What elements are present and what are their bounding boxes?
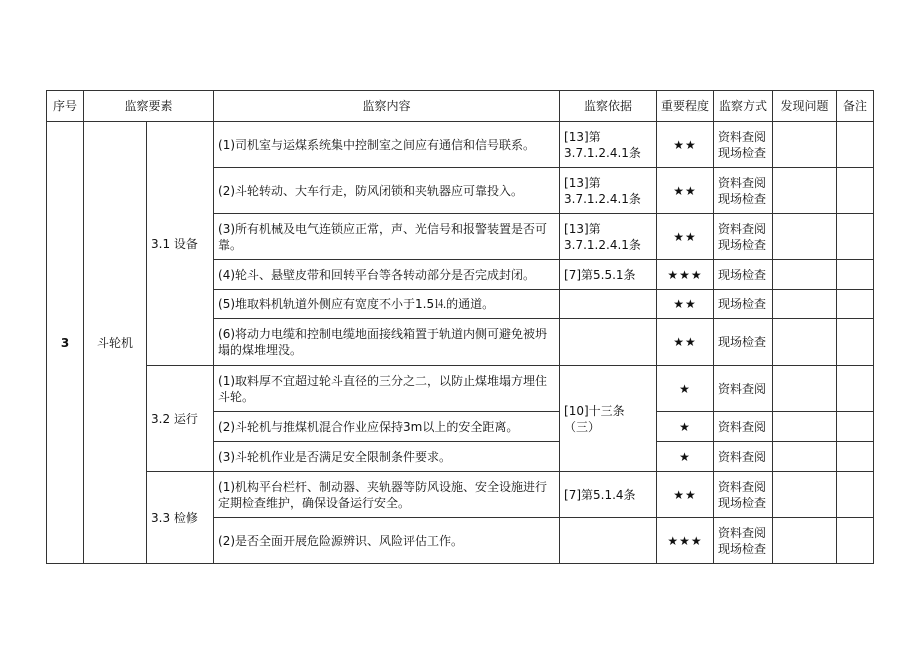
- group-name: 3.2 运行: [147, 366, 214, 472]
- remarks-cell: [837, 214, 874, 260]
- method-cell: 资料查阅: [714, 366, 773, 412]
- table-row: [47, 366, 874, 412]
- remarks-cell: [837, 122, 874, 168]
- content-cell: (2)斗轮转动、大车行走，防风闭锁和夹轨器应可靠投入。: [214, 168, 560, 214]
- basis-cell: [13]第3.7.1.2.4.1条: [560, 122, 657, 168]
- header-level: 重要程度: [657, 91, 714, 122]
- basis-cell: [560, 319, 657, 366]
- level-cell: ★★: [657, 122, 714, 168]
- issues-cell: [773, 214, 837, 260]
- level-cell: ★★: [657, 472, 714, 518]
- method-cell: 资料查阅现场检查: [714, 214, 773, 260]
- content-cell: (1)机构平台栏杆、制动器、夹轨器等防风设施、安全设施进行定期检查维护，确保设备运行安全。: [214, 472, 560, 518]
- content-cell: (2)是否全面开展危险源辨识、风险评估工作。: [214, 518, 560, 564]
- content-cell: (5)堆取料机轨道外侧应有宽度不小于1.5⒕的通道。: [214, 290, 560, 319]
- issues-cell: [773, 412, 837, 442]
- method-cell: 现场检查: [714, 260, 773, 290]
- content-cell: (4)轮斗、悬壁皮带和回转平台等各转动部分是否完成封闭。: [214, 260, 560, 290]
- content-cell: (2)斗轮机与推煤机混合作业应保持3m以上的安全距离。: [214, 412, 560, 442]
- content-cell: (3)斗轮机作业是否满足安全限制条件要求。: [214, 442, 560, 472]
- issues-cell: [773, 472, 837, 518]
- basis-cell: [560, 518, 657, 564]
- method-cell: 现场检查: [714, 290, 773, 319]
- level-cell: ★★: [657, 214, 714, 260]
- content-cell: (6)将动力电缆和控制电缆地面接线箱置于轨道内侧可避免被坍塌的煤堆埋没。: [214, 319, 560, 366]
- remarks-cell: [837, 366, 874, 412]
- remarks-cell: [837, 442, 874, 472]
- content-cell: (1)司机室与运煤系统集中控制室之间应有通信和信号联系。: [214, 122, 560, 168]
- issues-cell: [773, 290, 837, 319]
- remarks-cell: [837, 412, 874, 442]
- method-cell: 资料查阅现场检查: [714, 518, 773, 564]
- method-cell: 资料查阅现场检查: [714, 122, 773, 168]
- method-cell: 资料查阅: [714, 442, 773, 472]
- header-element: 监察要素: [84, 91, 214, 122]
- remarks-cell: [837, 518, 874, 564]
- level-cell: ★★: [657, 319, 714, 366]
- table-row: [47, 122, 874, 168]
- level-cell: ★★★: [657, 518, 714, 564]
- basis-cell: [13]第3.7.1.2.4.1条: [560, 214, 657, 260]
- header-content: 监察内容: [214, 91, 560, 122]
- header-issues: 发现问题: [773, 91, 837, 122]
- issues-cell: [773, 518, 837, 564]
- remarks-cell: [837, 168, 874, 214]
- issues-cell: [773, 442, 837, 472]
- method-cell: 资料查阅: [714, 412, 773, 442]
- issues-cell: [773, 122, 837, 168]
- header-remarks: 备注: [837, 91, 874, 122]
- group-name: 3.1 设备: [147, 122, 214, 366]
- remarks-cell: [837, 472, 874, 518]
- level-cell: ★: [657, 442, 714, 472]
- issues-cell: [773, 168, 837, 214]
- group-name: 3.3 检修: [147, 472, 214, 564]
- level-cell: ★: [657, 366, 714, 412]
- method-cell: 资料查阅现场检查: [714, 168, 773, 214]
- element-cell: 斗轮机: [84, 122, 147, 564]
- issues-cell: [773, 319, 837, 366]
- inspection-table: [46, 90, 874, 564]
- basis-cell: [7]第5.1.4条: [560, 472, 657, 518]
- level-cell: ★★: [657, 290, 714, 319]
- issues-cell: [773, 260, 837, 290]
- method-cell: 资料查阅现场检查: [714, 472, 773, 518]
- level-cell: ★★★: [657, 260, 714, 290]
- method-cell: 现场检查: [714, 319, 773, 366]
- level-cell: ★: [657, 412, 714, 442]
- basis-cell: [560, 290, 657, 319]
- table-row: [47, 472, 874, 518]
- header-basis: 监察依据: [560, 91, 657, 122]
- remarks-cell: [837, 290, 874, 319]
- header-row: [47, 91, 874, 122]
- basis-cell: [7]第5.5.1条: [560, 260, 657, 290]
- content-cell: (1)取料厚不宜超过轮斗直径的三分之二，以防止煤堆塌方埋住斗轮。: [214, 366, 560, 412]
- seq-cell: 3: [47, 122, 84, 564]
- header-seq: 序号: [47, 91, 84, 122]
- header-method: 监察方式: [714, 91, 773, 122]
- basis-cell: [13]第3.7.1.2.4.1条: [560, 168, 657, 214]
- remarks-cell: [837, 319, 874, 366]
- issues-cell: [773, 366, 837, 412]
- level-cell: ★★: [657, 168, 714, 214]
- basis-cell: [10]十三条（三）: [560, 366, 657, 472]
- content-cell: (3)所有机械及电气连锁应正常，声、光信号和报警装置是否可靠。: [214, 214, 560, 260]
- remarks-cell: [837, 260, 874, 290]
